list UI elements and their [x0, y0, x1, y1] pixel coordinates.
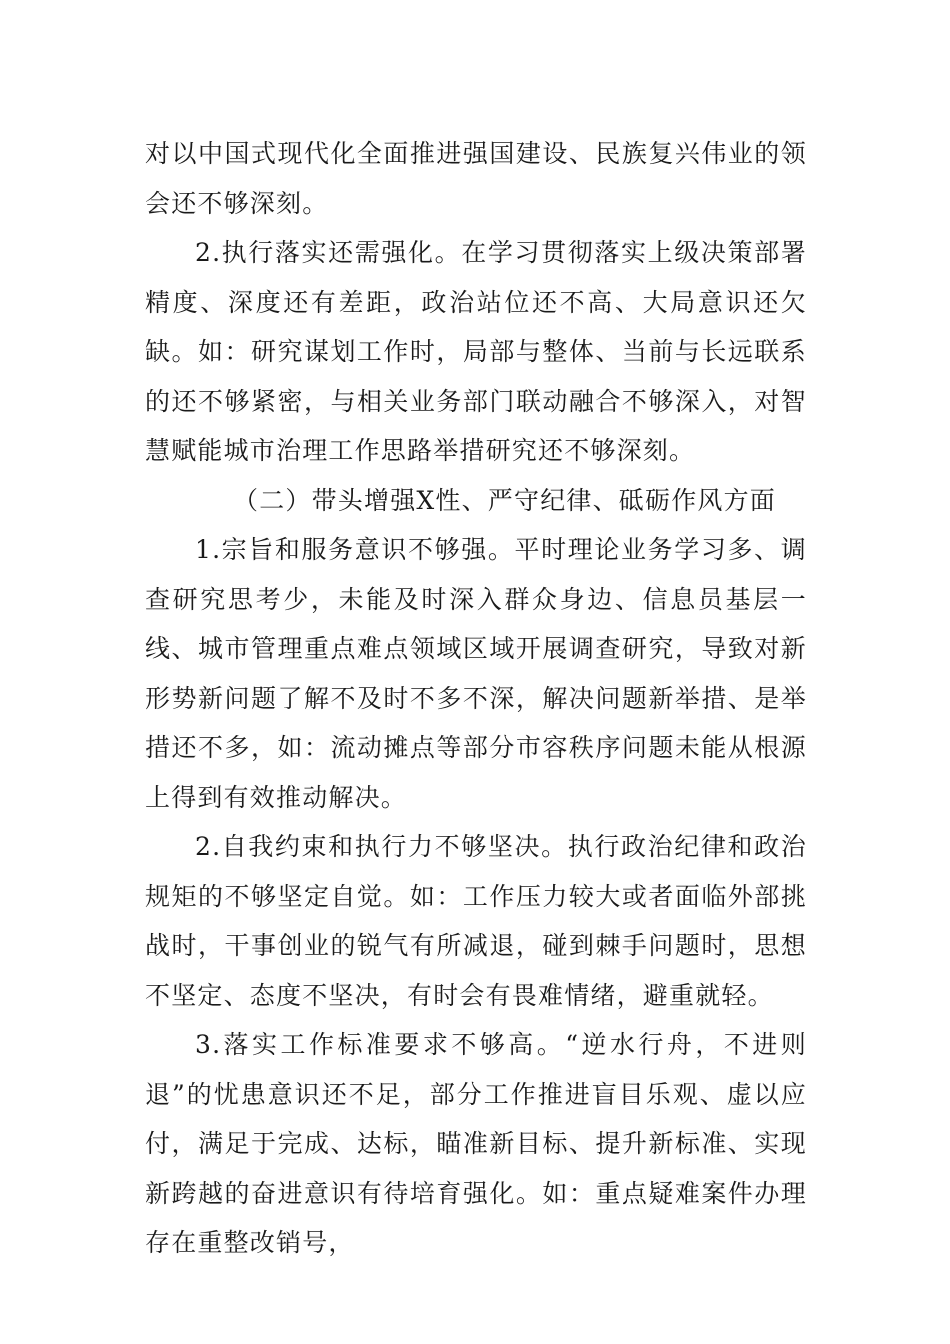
document-body [145, 129, 807, 1268]
section-heading: （二）带头增强X性、严守纪律、砥砺作风方面 [233, 485, 776, 515]
paragraph-self-discipline: 2.自我约束和执行力不够坚决。执行政治纪律和政治规矩的不够坚定自觉。如：工作压力较大或者面临外部挑战时，干事创业的锐气有所减退，碰到棘手问题时，思想不坚定、态度不坚决，有时会有畏难情绪，避重就轻。 [145, 832, 807, 1010]
paragraph-service-awareness: 1.宗旨和服务意识不够强。平时理论业务学习多、调查研究思考少，未能及时深入群众身边、信息员基层一线、城市管理重点难点领域区域开展调查研究，导致对新形势新问题了解不及时不多不深，解决问题新举措、是举措还不多，如：流动摊点等部分市容秩序问题未能从根源上得到有效推动解决。 [145, 535, 807, 812]
paragraph-continuation: 对以中国式现代化全面推进强国建设、民族复兴伟业的领会还不够深刻。 [145, 139, 807, 218]
paragraph-execution: 2.执行落实还需强化。在学习贯彻落实上级决策部署精度、深度还有差距，政治站位还不高、大局意识还欠缺。如：研究谋划工作时，局部与整体、当前与长远联系的还不够紧密，与相关业务部门联动融合不够深入，对智慧赋能城市治理工作思路举措研究还不够深刻。 [145, 238, 807, 465]
paragraph-work-standards: 3.落实工作标准要求不够高。“逆水行舟，不进则退”的忧患意识还不足，部分工作推进盲目乐观、虚以应付，满足于完成、达标，瞄准新目标、提升新标准、实现新跨越的奋进意识有待培育强化。如：重点疑难案件办理存在重整改销号， [145, 1030, 807, 1257]
